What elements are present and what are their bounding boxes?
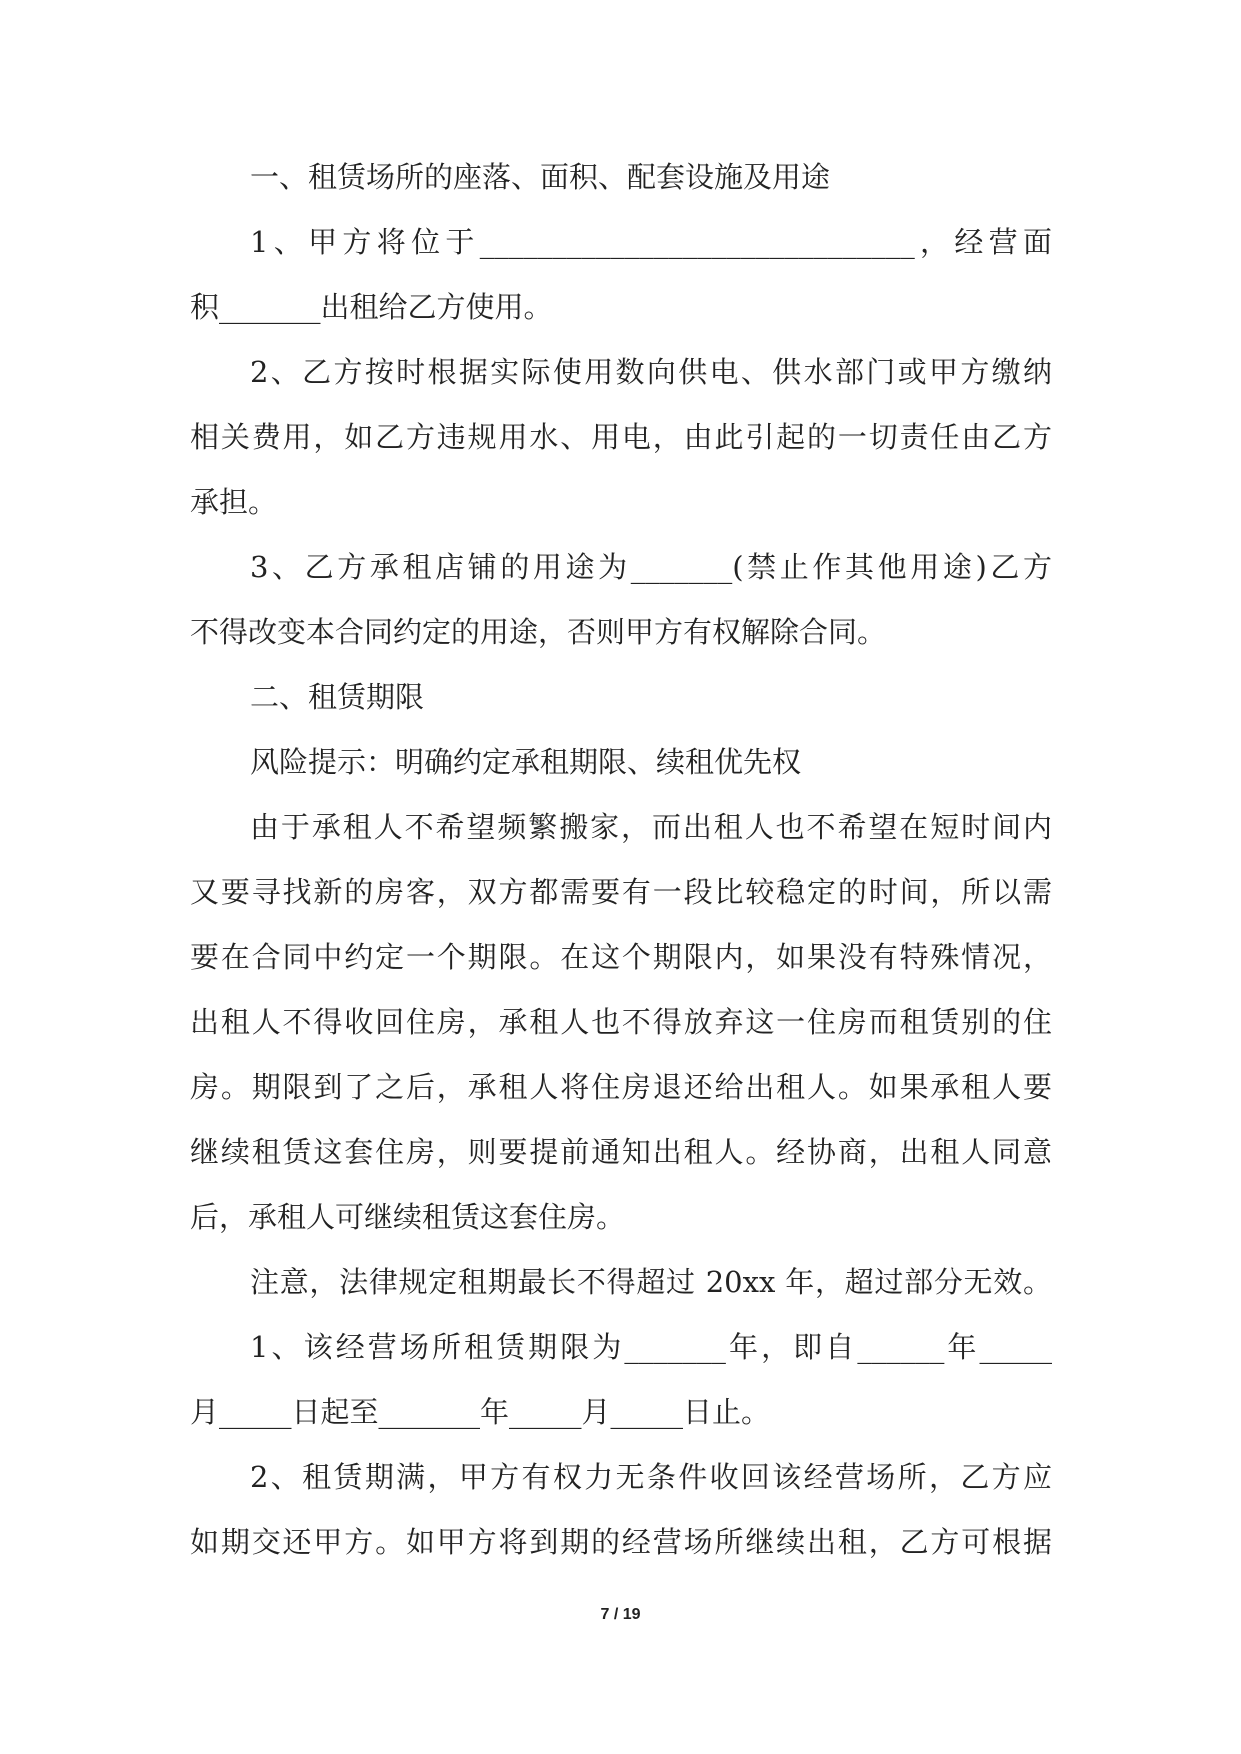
paragraph-line: 不得改变本合同约定的用途，否则甲方有权解除合同。 xyxy=(190,615,887,649)
risk-note: 风险提示：明确约定承租期限、续租优先权 xyxy=(250,745,802,779)
paragraph-line: 房。期限到了之后，承租人将住房退还给出租人。如果承租人要 xyxy=(190,1070,1052,1104)
section-heading: 二、租赁期限 xyxy=(250,680,425,714)
paragraph-line: 2、租赁期满，甲方有权力无条件收回该经营场所，乙方应 xyxy=(250,1460,1052,1494)
paragraph-line: 后，承租人可继续租赁这套住房。 xyxy=(190,1200,626,1234)
paragraph-line: 积_______出租给乙方使用。 xyxy=(190,290,553,324)
paragraph-line: 又要寻找新的房客，双方都需要有一段比较稳定的时间，所以需 xyxy=(190,875,1052,909)
paragraph-line: 注意，法律规定租期最长不得超过 20xx 年，超过部分无效。 xyxy=(250,1265,1052,1299)
paragraph-line: 出租人不得收回住房，承租人也不得放弃这一住房而租赁别的住 xyxy=(190,1005,1052,1039)
paragraph-line: 1、该经营场所租赁期限为_______年，即自______年_____ xyxy=(250,1330,1052,1364)
paragraph-line: 承担。 xyxy=(190,485,278,519)
paragraph-line: 3、乙方承租店铺的用途为_______(禁止作其他用途)乙方 xyxy=(250,550,1052,584)
paragraph-line: 如期交还甲方。如甲方将到期的经营场所继续出租，乙方可根据 xyxy=(190,1525,1052,1559)
paragraph-line: 1、甲方将位于______________________________，经营面 xyxy=(250,225,1052,259)
section-heading: 一、租赁场所的座落、面积、配套设施及用途 xyxy=(250,160,831,194)
paragraph-line: 2、乙方按时根据实际使用数向供电、供水部门或甲方缴纳 xyxy=(250,355,1052,389)
document-body xyxy=(190,145,1052,1575)
paragraph-line: 由于承租人不希望频繁搬家，而出租人也不希望在短时间内 xyxy=(250,810,1052,844)
paragraph-line: 继续租赁这套住房，则要提前通知出租人。经协商，出租人同意 xyxy=(190,1135,1052,1169)
paragraph-line: 月_____日起至_______年_____月_____日止。 xyxy=(190,1395,771,1429)
page-number: 7 / 19 xyxy=(600,1606,641,1623)
paragraph-line: 要在合同中约定一个期限。在这个期限内，如果没有特殊情况， xyxy=(190,940,1052,974)
paragraph-line: 相关费用，如乙方违规用水、用电，由此引起的一切责任由乙方 xyxy=(190,420,1052,454)
